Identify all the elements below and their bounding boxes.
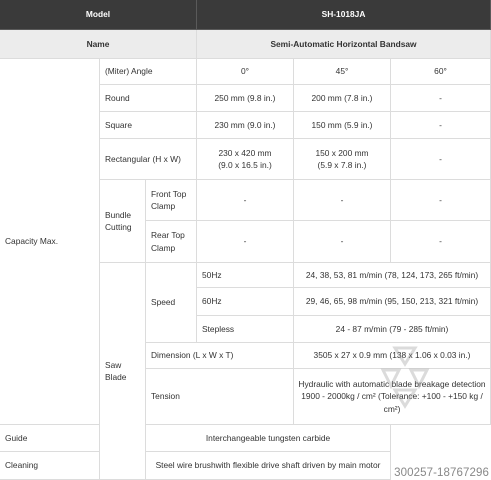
front-top-clamp-label [146,180,197,221]
rear-clamp-value-0 [197,221,294,263]
angle-45-text: 45° [335,66,349,77]
front-clamp-line1: Front Top [151,188,187,199]
square-label [100,112,197,139]
round-value-0-text: 250 mm (9.8 in.) [214,92,276,103]
round-label-text: Round [105,92,130,103]
rect-value-60 [391,139,491,180]
speed-60hz-label [197,288,294,316]
rect-value-0-line1: 230 x 420 mm [218,147,272,158]
header-model-label [0,0,197,30]
rect-value-60-text: - [439,153,442,164]
name-label-text: Name [86,38,110,49]
front-clamp-value-60-text: - [439,194,442,205]
capacity-label-text: Capacity Max. [5,236,59,247]
rear-clamp-line1: Rear Top [151,230,185,241]
speed-50hz-value [294,263,491,288]
dimension-value-text: 3505 x 27 x 0.9 mm (138 x 1.06 x 0.03 in.) [313,350,471,361]
round-value-60-text: - [439,92,442,103]
angle-60-text: 60° [434,66,447,77]
dimension-label-text: Dimension (L x W x T) [151,350,234,361]
angle-45 [294,59,391,85]
angle-60 [391,59,491,85]
name-label [0,30,197,59]
name-value-text: Semi-Automatic Horizontal Bandsaw [270,38,417,49]
angle-0 [197,59,294,85]
rect-value-45 [294,139,391,180]
watermark-logo-icon [375,340,435,410]
square-value-45-text: 150 mm (5.9 in.) [311,119,373,130]
front-clamp-value-0 [197,180,294,221]
rear-clamp-line2: Clamp [151,242,176,253]
speed-60hz-value-text: 29, 46, 65, 98 m/min (95, 150, 213, 321 ft/min) [305,296,479,307]
front-clamp-line2: Clamp [151,201,176,211]
speed-50hz-label [197,263,294,288]
saw-blade-label [100,263,146,480]
guide-value [146,425,391,452]
rear-clamp-value-45 [294,221,391,263]
rect-value-45-line2: (5.9 x 7.8 in.) [317,160,367,170]
bundle-label-line1: Bundle [105,209,132,220]
dimension-label [146,343,294,369]
saw-blade-line2: Blade [105,372,127,382]
bundle-cutting-label [100,180,146,263]
capacity-label [0,59,100,425]
rear-clamp-value-0-text: - [243,236,247,247]
rect-label [100,139,197,180]
speed-60hz-value [294,288,491,316]
round-value-0 [197,85,294,112]
square-value-0 [197,112,294,139]
saw-blade-line1: Saw [105,359,122,370]
rear-top-clamp-label [146,221,197,263]
speed-stepless-label [197,316,294,343]
tension-line2: 1900 - 2000kg / cm² (Tolerance: +100 - +150 kg / [301,391,483,402]
square-label-text: Square [105,119,133,130]
model-value-text: SH-1018JA [321,9,366,20]
rect-label-text: Rectangular (H x W) [105,153,181,164]
speed-stepless-value [294,316,491,343]
watermark-id: 300257-18767296 [394,467,489,479]
front-clamp-value-45 [294,180,391,221]
square-value-45 [294,112,391,139]
square-value-60 [391,112,491,139]
front-clamp-value-60 [391,180,491,221]
model-label-text: Model [85,9,111,20]
rear-clamp-value-60-text: - [439,236,442,247]
angle-label-text: (Miter) Angle [105,66,153,77]
square-value-60-text: - [439,119,442,130]
angle-label [100,59,197,85]
guide-label-text: Guide [5,432,28,443]
cleaning-label [0,452,100,480]
round-value-45 [294,85,391,112]
rear-clamp-value-45-text: - [340,236,344,247]
guide-label [0,425,100,452]
tension-line3: cm²) [383,403,401,414]
header-model-value [197,0,491,30]
round-label [100,85,197,112]
square-value-0-text: 230 mm (9.0 in.) [214,119,276,130]
speed-label-text: Speed [151,297,176,308]
cleaning-value-text: Steel wire brushwith flexible drive shaft driven by main motor [155,460,381,471]
rect-value-0-line2: (9.0 x 16.5 in.) [218,160,272,170]
speed-50hz-value-text: 24, 38, 53, 81 m/min (78, 124, 173, 265 ft/min) [305,269,479,280]
name-value [197,30,491,59]
tension-line1: Hydraulic with automatic blade breakage detection [298,379,486,390]
cleaning-label-text: Cleaning [5,460,39,471]
tension-label [146,369,294,425]
round-value-45-text: 200 mm (7.8 in.) [311,92,373,103]
angle-0-text: 0° [240,66,249,77]
rect-value-45-line1: 150 x 200 mm [315,147,369,158]
guide-value-text: Interchangeable tungsten carbide [205,432,331,443]
bundle-label-line2: Cutting [105,222,132,232]
tension-label-text: Tension [151,391,180,402]
front-clamp-value-0-text: - [243,194,247,205]
front-clamp-value-45-text: - [340,194,344,205]
speed-60hz-label-text: 60Hz [202,296,222,307]
cleaning-value [146,452,391,480]
speed-stepless-label-text: Stepless [202,323,235,334]
round-value-60 [391,85,491,112]
speed-50hz-label-text: 50Hz [202,269,222,280]
speed-stepless-value-text: 24 - 87 m/min (79 - 285 ft/min) [335,323,449,334]
speed-label [146,263,197,343]
rear-clamp-value-60 [391,221,491,263]
rect-value-0 [197,139,294,180]
